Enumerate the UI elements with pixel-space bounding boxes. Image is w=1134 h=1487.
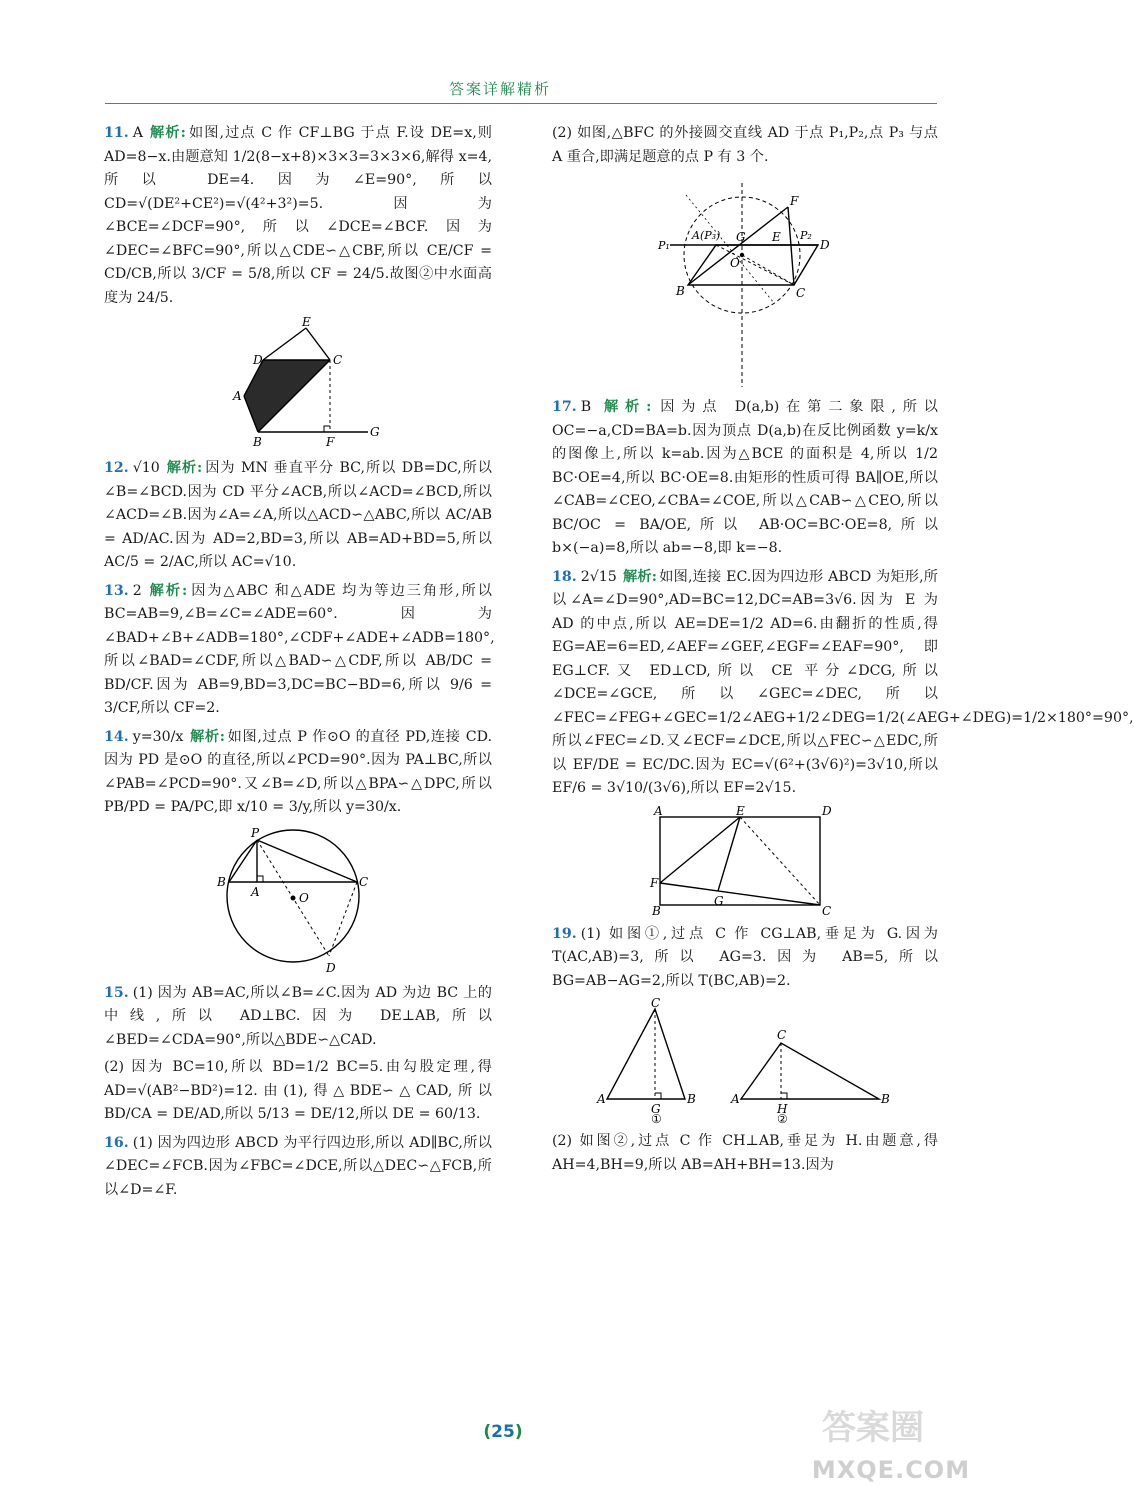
label-D: D <box>253 353 263 367</box>
question-14 <box>104 726 492 820</box>
question-16-part-2: (2) 如图,△BFC 的外接圆交直线 AD 于点 P₁,P₂,点 P₃ 与点 A 重合,即满足题意的点 P 有 3 个. <box>552 125 938 165</box>
label-A: A <box>654 803 663 818</box>
label-C: C <box>333 353 343 367</box>
label-O: O <box>299 890 309 905</box>
label-G: G <box>370 425 380 439</box>
label-D: D <box>820 238 830 252</box>
question-12 <box>104 457 492 575</box>
label-P: P <box>251 825 260 840</box>
question-number: 11. <box>104 125 129 141</box>
label-E: E <box>772 230 781 244</box>
label-D: D <box>822 803 832 818</box>
right-column <box>552 122 1134 1182</box>
question-number: 16. <box>104 1134 129 1151</box>
question-number: 18. <box>552 568 577 585</box>
fig1-label-A: A <box>597 1092 606 1106</box>
analysis-label: 解析: <box>148 125 186 141</box>
question-19 <box>552 923 938 994</box>
label-B: B <box>217 874 226 889</box>
page-number-value: 25 <box>491 1422 515 1442</box>
answer: 2√15 <box>580 568 617 585</box>
page-number: (25) <box>483 1422 523 1442</box>
question-16 <box>104 1132 492 1203</box>
label-E: E <box>736 803 745 818</box>
label-A: A <box>251 884 260 899</box>
label-G: G <box>714 893 724 908</box>
question-13 <box>104 580 495 721</box>
fig1-label-B: B <box>687 1092 696 1106</box>
figure-18 <box>650 803 840 918</box>
question-number: 19. <box>552 925 577 942</box>
part-2: (2) 因为 BC=10,所以 BD=1/2 BC=5.由勾股定理,得 AD=√(AB²−BD²)=12.由(1),得△BDE∽△CAD,所以 BD/CA = DE/AD,所以 5/13 = DE/12,所以 DE = 60/13. <box>104 1059 492 1122</box>
label-P1: P₁ <box>658 239 670 252</box>
figure-14 <box>213 826 383 976</box>
label-C: C <box>822 903 832 918</box>
page-header: 答案详解精析 <box>448 80 551 98</box>
fig2-label-A: A <box>731 1092 740 1106</box>
fig1-caption: ① <box>651 1112 662 1126</box>
fig1-label-C: C <box>651 996 661 1010</box>
label-A: A <box>233 389 242 403</box>
label-G: G <box>736 230 746 244</box>
analysis-text: 因为△ABC 和△ADE 均为等边三角形,所以 BC=AB=9,∠B=∠C=∠ADE=60°.因为∠BAD+∠B+∠ADB=180°,∠CDF+∠ADE+∠ADB=180°,所以∠BAD=∠CDF,所以△BAD∽△CDF,所以 AB/DC = BD/CF.因为 AB=9,BD=3,DC=BC−BD=6,所以 9/6 = 3/CF,所以 CF=2. <box>104 582 495 716</box>
fig2-caption: ② <box>777 1112 788 1126</box>
analysis-label: 解析: <box>597 399 652 415</box>
question-number: 14. <box>104 728 129 745</box>
label-F: F <box>326 435 335 449</box>
watermark-bottom: MXQE.COM <box>811 1456 971 1484</box>
fig1-label-G: G <box>651 1102 661 1116</box>
label-P2: P₂ <box>800 229 812 242</box>
fig2-label-B: B <box>881 1092 890 1106</box>
analysis-text: 如图,连接 EC.因为四边形 ABCD 为矩形,所以∠A=∠D=90°,AD=BC=12,DC=AB=3√6.因为 E 为 AD 的中点,所以 AE=DE=1/2 AD=6.由翻折的性质,得 EG=AE=6=ED,∠AEF=∠GEF,∠EGF=∠EAF=90°,即 EG⊥CF.又 ED⊥CD,所以 CE 平分∠DCG,所以∠DCE=∠GCE,所以∠GEC=∠DEC,所以∠FEC=∠FEG+∠GEC=1/2∠AEG+1/2∠DEG=1/2(∠AEG+∠DEG)=1/2×180°=90°,所以∠FEC=∠D.又∠ECF=∠DCE,所以△FEC∽△EDC,所以 EF/DE = EC/DC.因为 EC=√(6²+(3√6)²)=3√10,所以 EF/6 = 3√10/(3√6),所以 EF=2√15. <box>552 568 1134 796</box>
question-number: 12. <box>104 460 129 476</box>
figure-19 <box>595 996 895 1126</box>
analysis-text: 因为 MN 垂直平分 BC,所以 DB=DC,所以∠B=∠BCD.因为 CD 平分∠ACB,所以∠ACD=∠BCD,所以∠ACD=∠B.因为∠A=∠A,所以△ACD∽△ABC,所以 AC/AB = AD/AC.因为 AD=2,BD=3,所以 AB=AD+BD=5,所以 AC/5 = 2/AC,所以 AC=√10. <box>104 460 492 570</box>
question-17 <box>552 396 938 561</box>
watermark <box>786 1400 996 1484</box>
analysis-text: 如图,过点 C 作 CF⊥BG 于点 F.设 DE=x,则 AD=8−x.由题意知 1/2(8−x+8)×3×3=3×3×6,解得 x=4,所以 DE=4.因为∠E=90°,所以 CD=√(DE²+CE²)=√(4²+3²)=5.因为∠BCE=∠DCF=90°,所以∠DCE=∠BCF.因为∠DEC=∠BFC=90°,所以△CDE∽△CBF,所以 CE/CF = CD/CB,所以 3/CF = 5/8,所以 CF = 24/5.故图②中水面高度为 24/5. <box>104 125 492 306</box>
label-B: B <box>652 903 661 918</box>
left-column <box>104 122 495 1207</box>
answer: √10 <box>132 460 160 476</box>
analysis-text: 因为点 D(a,b)在第二象限,所以 OC=−a,CD=BA=b.因为顶点 D(a,b)在反比例函数 y=k/x 的图像上,所以 k=ab.因为△BCE 的面积是 4,所以 1/2 BC·OE=4,所以 BC·OE=8.由矩形的性质可得 BA∥OE,所以∠CAB=∠CEO,∠CBA=∠COE,所以△CAB∽△CEO,所以 BC/OC = BA/OE,所以 AB·OC=BC·OE=8,所以 b×(−a)=8,所以 ab=−8,即 k=−8. <box>552 399 938 556</box>
label-F: F <box>650 875 659 890</box>
header-rule <box>105 103 937 104</box>
label-A-P3: A(P₃) <box>692 229 721 242</box>
question-11 <box>104 122 492 310</box>
answer: y=30/x <box>132 728 184 745</box>
question-number: 17. <box>552 399 577 415</box>
analysis-label: 解析: <box>147 582 188 599</box>
question-number: 13. <box>104 582 129 599</box>
label-D: D <box>326 960 336 975</box>
part-1: (1) 如图①,过点 C 作 CG⊥AB,垂足为 G.因为 T(AC,AB)=3,所以 AG=3.因为 AB=5,所以 BG=AB−AG=2,所以 T(BC,AB)=2. <box>552 925 938 989</box>
part-1: (1) 因为 AB=AC,所以∠B=∠C.因为 AD 为边 BC 上的中线,所以 AD⊥BC.因为 DE⊥AB,所以∠BED=∠CDA=90°,所以△BDE∽△CAD. <box>104 984 492 1048</box>
label-E: E <box>302 315 311 329</box>
label-F: F <box>790 194 799 208</box>
fig2-label-H: H <box>777 1102 788 1116</box>
label-B: B <box>253 435 262 449</box>
label-C: C <box>359 874 369 889</box>
label-C: C <box>796 286 806 300</box>
part-1: (1) 因为四边形 ABCD 为平行四边形,所以 AD∥BC,所以∠DEC=∠FCB.因为∠FBC=∠DCE,所以△DEC∽△FCB,所以∠D=∠F. <box>104 1134 492 1198</box>
label-B: B <box>676 284 685 298</box>
analysis-label: 解析: <box>622 568 657 585</box>
answer: A <box>132 125 143 141</box>
label-O: O <box>730 256 740 270</box>
question-15 <box>104 982 492 1127</box>
analysis-label: 解析: <box>189 728 226 745</box>
question-19-part-2: (2) 如图②,过点 C 作 CH⊥AB,垂足为 H.由题意,得 AH=4,BH=9,所以 AB=AH+BH=13.因为 <box>552 1133 938 1173</box>
question-number: 15. <box>104 984 129 1001</box>
watermark-top: 答案圈 <box>822 1408 924 1448</box>
fig2-label-C: C <box>777 1028 787 1042</box>
analysis-label: 解析: <box>165 460 203 476</box>
figure-16 <box>650 175 840 390</box>
answer: B <box>580 399 592 415</box>
figure-11 <box>198 316 398 451</box>
answer: 2 <box>132 582 142 599</box>
analysis-text: 如图,过点 P 作⊙O 的直径 PD,连接 CD.因为 PD 是⊙O 的直径,所以∠PCD=90°.因为 PA⊥BC,所以∠PAB=∠PCD=90°.又∠B=∠D,所以△BPA∽△DPC,所以 PB/PD = PA/PC,即 x/10 = 3/y,所以 y=30/x. <box>104 728 492 815</box>
question-18 <box>552 566 1134 801</box>
